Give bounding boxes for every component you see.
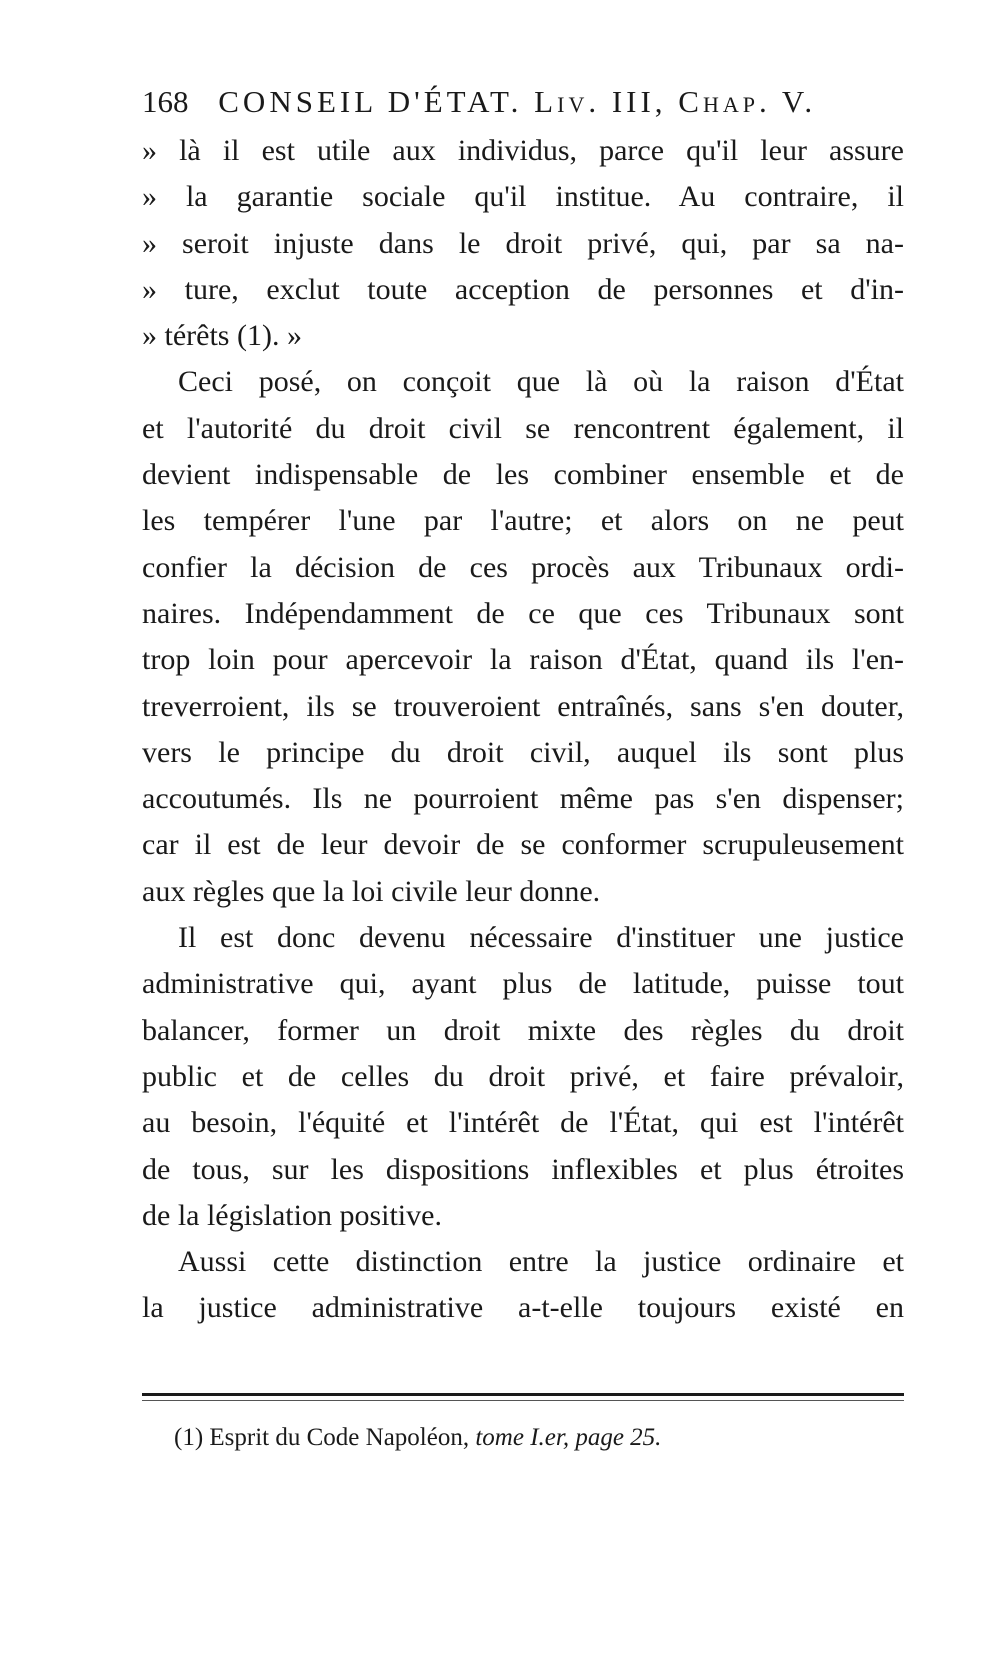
text-line: vers le principe du droit civil, auquel ils sont plus <box>142 735 904 769</box>
text-line: de tous, sur les dispositions inflexibles et plus étroites <box>142 1152 904 1186</box>
text-line: de la législation positive. <box>142 1198 442 1232</box>
footnote-divider-thin <box>142 1400 904 1401</box>
text-line: la justice administrative a-t-elle toujours existé en <box>142 1291 904 1325</box>
page-header <box>142 82 902 122</box>
footnote <box>174 1420 894 1456</box>
body-text <box>142 128 904 1332</box>
text-line: les tempérer l'une par l'autre; et alors on ne peut <box>142 504 904 538</box>
text-line: accoutumés. Ils ne pourroient même pas s'en dispenser; <box>142 782 904 816</box>
text-line: au besoin, l'équité et l'intérêt de l'État, qui est l'intérêt <box>142 1106 904 1140</box>
text-line: » térêts (1). » <box>142 319 302 353</box>
text-line: administrative qui, ayant plus de latitude, puisse tout <box>142 967 904 1001</box>
paragraph-start-line: Ceci posé, on conçoit que là où la raison d'État <box>178 365 904 399</box>
footnote-marker: (1) <box>174 1424 204 1451</box>
text-line: naires. Indépendamment de ce que ces Tribunaux sont <box>142 596 904 630</box>
page-number: 168 <box>142 84 189 119</box>
text-line: balancer, former un droit mixte des règles du droit <box>142 1013 904 1047</box>
text-line: confier la décision de ces procès aux Tribunaux ordi- <box>142 550 904 584</box>
running-title: CONSEIL D'ÉTAT. Liv. III, Chap. V. <box>218 84 817 119</box>
footnote-reference: tome I.er, page 25. <box>475 1424 662 1451</box>
text-line: devient indispensable de les combiner ensemble et de <box>142 458 904 492</box>
text-line: » là il est utile aux individus, parce qu'il leur assure <box>142 134 904 167</box>
text-line: aux règles que la loi civile leur donne. <box>142 874 601 908</box>
text-line: » ture, exclut toute acception de personnes et d'in- <box>142 272 904 306</box>
paragraph-start-line: Il est donc devenu nécessaire d'instituer une justice <box>178 921 904 955</box>
text-line: car il est de leur devoir de se conformer scrupuleusement <box>142 828 904 862</box>
text-line: treverroient, ils se trouveroient entraînés, sans s'en douter, <box>142 689 904 723</box>
text-line: trop loin pour apercevoir la raison d'État, quand ils l'en- <box>142 643 904 677</box>
text-line: et l'autorité du droit civil se rencontrent également, il <box>142 411 904 445</box>
text-line: » la garantie sociale qu'il institue. Au contraire, il <box>142 180 904 214</box>
text-line: » seroit injuste dans le droit privé, qui, par sa na- <box>142 226 904 260</box>
footnote-text: Esprit du Code Napoléon, <box>209 1424 470 1451</box>
text-line: public et de celles du droit privé, et faire prévaloir, <box>142 1059 904 1093</box>
paragraph-start-line: Aussi cette distinction entre la justice ordinaire et <box>178 1245 904 1279</box>
footnote-divider <box>142 1393 904 1396</box>
